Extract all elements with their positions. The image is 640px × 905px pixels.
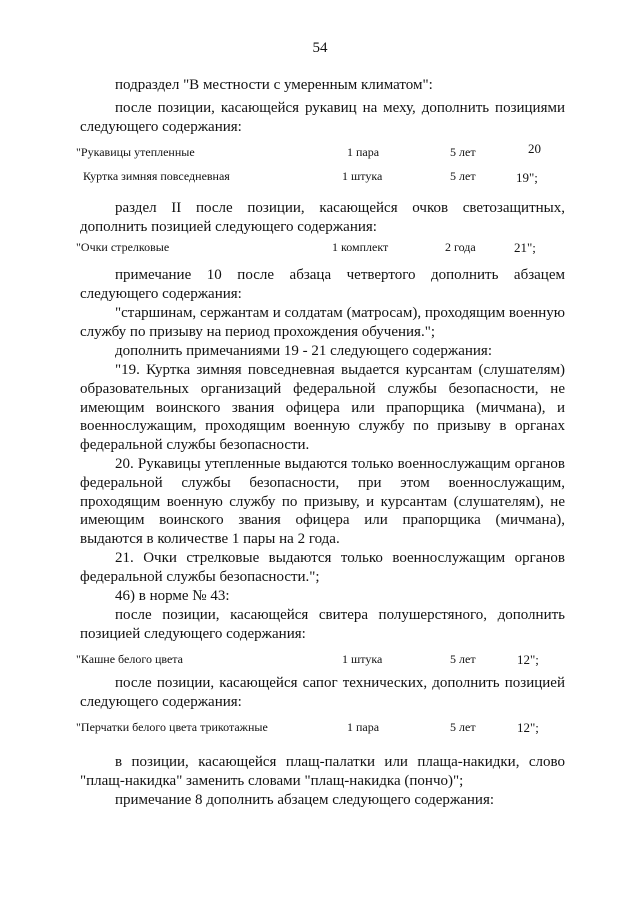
amendment-paragraph: после позиции, касающейся свитера полушерстяного, дополнить позицией следующего содержания: xyxy=(80,607,565,642)
item-46-heading: 46) в норме № 43: xyxy=(115,588,230,604)
table-row xyxy=(76,652,571,670)
item-quantity: 1 штука xyxy=(342,169,383,183)
item-quantity: 1 пара xyxy=(347,145,380,159)
item-name: "Перчатки белого цвета трикотажные xyxy=(76,720,268,734)
amendment-paragraph: примечание 10 после абзаца четвертого дополнить абзацем следующего содержания: xyxy=(80,267,565,302)
item-term: 5 лет xyxy=(450,169,476,183)
item-number: 19"; xyxy=(516,170,538,185)
item-name: "Очки стрелковые xyxy=(76,240,170,254)
table-row xyxy=(76,720,571,738)
item-term: 5 лет xyxy=(450,720,476,734)
item-quantity: 1 штука xyxy=(342,652,383,666)
note-20: 20. Рукавицы утепленные выдаются только военнослужащим органов федеральной службы безопасности, при этом военнослужащим, проходящим военную службу по призыву, и курсантам (слушателям), не имеющим воинского звания офицера или прапорщика (мичмана), выдаются в количестве 1 пары на 2 года. xyxy=(80,456,565,548)
quoted-paragraph: "старшинам, сержантам и солдатам (матросам), проходящим военную службу по призыву на период прохождения обучения."; xyxy=(80,305,565,340)
amendment-paragraph: дополнить примечаниями 19 - 21 следующего содержания: xyxy=(115,343,492,359)
amendment-paragraph: в позиции, касающейся плащ-палатки или плаща-накидки, слово "плащ-накидка" заменить словами "плащ-накидка (пончо)"; xyxy=(80,754,565,789)
item-quantity: 1 комплект xyxy=(332,240,389,254)
page-number: 54 xyxy=(312,40,328,56)
item-name: Куртка зимняя повседневная xyxy=(83,169,230,183)
item-number: 12"; xyxy=(517,652,539,667)
note-19: "19. Куртка зимняя повседневная выдается курсантам (слушателям) образовательных организаций федеральной службы безопасности, не имеющим воинского звания офицера или прапорщика (мичмана), и военнослужащим, проходящим военную службу по призыву в органах федеральной службы безопасности. xyxy=(80,362,565,454)
item-term: 5 лет xyxy=(450,652,476,666)
item-number: 20 xyxy=(528,141,541,156)
item-number: 12"; xyxy=(517,720,539,735)
table-row xyxy=(76,169,571,187)
note-21: 21. Очки стрелковые выдаются только военнослужащим органов федеральной службы безопасности."; xyxy=(80,550,565,585)
item-term: 2 года xyxy=(445,240,476,254)
item-quantity: 1 пара xyxy=(347,720,380,734)
amendment-paragraph: после позиции, касающейся рукавиц на меху, дополнить позициями следующего содержания: xyxy=(80,100,565,135)
item-term: 5 лет xyxy=(450,145,476,159)
amendment-paragraph: примечание 8 дополнить абзацем следующего содержания: xyxy=(115,792,495,808)
item-name: "Рукавицы утепленные xyxy=(76,145,195,159)
amendment-paragraph: раздел II после позиции, касающейся очков светозащитных, дополнить позицией следующего содержания: xyxy=(80,200,565,235)
subsection-heading: подраздел "В местности с умеренным климатом": xyxy=(115,77,433,93)
table-row xyxy=(76,240,571,258)
table-row xyxy=(76,141,571,163)
item-number: 21"; xyxy=(514,240,536,255)
amendment-paragraph: после позиции, касающейся сапог технических, дополнить позицией следующего содержания: xyxy=(80,675,565,710)
item-name: "Кашне белого цвета xyxy=(76,652,184,666)
